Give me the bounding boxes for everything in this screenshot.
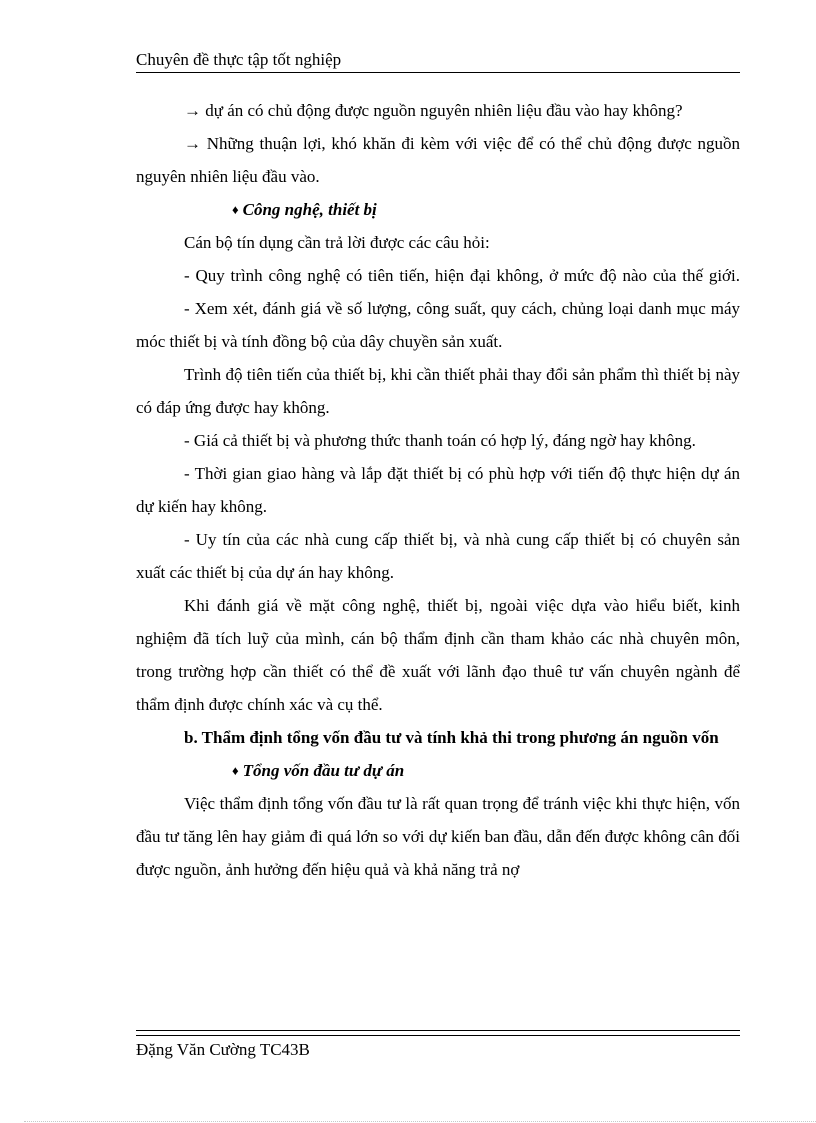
page-edge-divider xyxy=(24,1121,816,1122)
document-body xyxy=(136,94,740,886)
subheading-total-capital xyxy=(136,754,740,787)
footer-double-rule xyxy=(136,1030,740,1036)
paragraph-7: - Giá cả thiết bị và phương thức thanh toán có hợp lý, đáng ngờ hay không. xyxy=(184,431,696,450)
paragraph-2: → Những thuận lợi, khó khăn đi kèm với việc để có thể chủ động được nguồn nguyên nhiên liệu đầu vào. xyxy=(136,134,740,186)
diamond-bullet-icon: ♦ xyxy=(232,202,239,217)
header-title: Chuyên đề thực tập tốt nghiệp xyxy=(136,50,342,69)
paragraph-5: - Xem xét, đánh giá về số lượng, công suất, quy cách, chủng loại danh mục máy móc thiết bị và tính đồng bộ của dây chuyền sản xuất. xyxy=(136,299,740,351)
paragraph-4: - Quy trình công nghệ có tiên tiến, hiện đại không, ở mức độ nào của thế giới. xyxy=(184,266,740,285)
paragraph-3: Cán bộ tín dụng cần trả lời được các câu hỏi: xyxy=(184,233,490,252)
page-header xyxy=(136,48,740,73)
paragraph-10: Khi đánh giá về mặt công nghệ, thiết bị, ngoài việc dựa vào hiểu biết, kinh nghiệm đã tích luỹ của mình, cán bộ thẩm định cần tham khảo các nhà chuyên môn, trong trường hợp cần thiết có thể đề xuất với lãnh đạo thuê tư vấn chuyên ngành để thẩm định được chính xác và cụ thể. xyxy=(136,596,740,714)
footer-author: Đặng Văn Cường TC43B xyxy=(136,1040,310,1059)
subheading-technology-text: Công nghệ, thiết bị xyxy=(242,200,377,219)
paragraph-6: Trình độ tiên tiến của thiết bị, khi cần thiết phải thay đổi sản phẩm thì thiết bị này có đáp ứng được hay không. xyxy=(136,365,740,417)
paragraph-1: → dự án có chủ động được nguồn nguyên nhiên liệu đầu vào hay không? xyxy=(184,101,683,120)
paragraph-9: - Uy tín của các nhà cung cấp thiết bị, và nhà cung cấp thiết bị có chuyên sản xuất các thiết bị của dự án hay không. xyxy=(136,530,740,582)
diamond-bullet-icon: ♦ xyxy=(232,763,239,778)
paragraph-11: Việc thẩm định tổng vốn đầu tư là rất quan trọng để tránh việc khi thực hiện, vốn đầu tư tăng lên hay giảm đi quá lớn so với dự kiến ban đầu, dẫn đến được không cân đối được nguồn, ảnh hưởng đến hiệu quả và khả năng trả nợ xyxy=(136,794,740,879)
subheading-total-capital-text: Tổng vốn đầu tư dự án xyxy=(242,761,405,780)
section-b-heading: b. Thẩm định tổng vốn đầu tư và tính khả thi trong phương án nguồn vốn xyxy=(184,728,719,747)
subheading-technology xyxy=(136,193,740,226)
paragraph-8: - Thời gian giao hàng và lắp đặt thiết bị có phù hợp với tiến độ thực hiện dự án dự kiến hay không. xyxy=(136,464,740,516)
